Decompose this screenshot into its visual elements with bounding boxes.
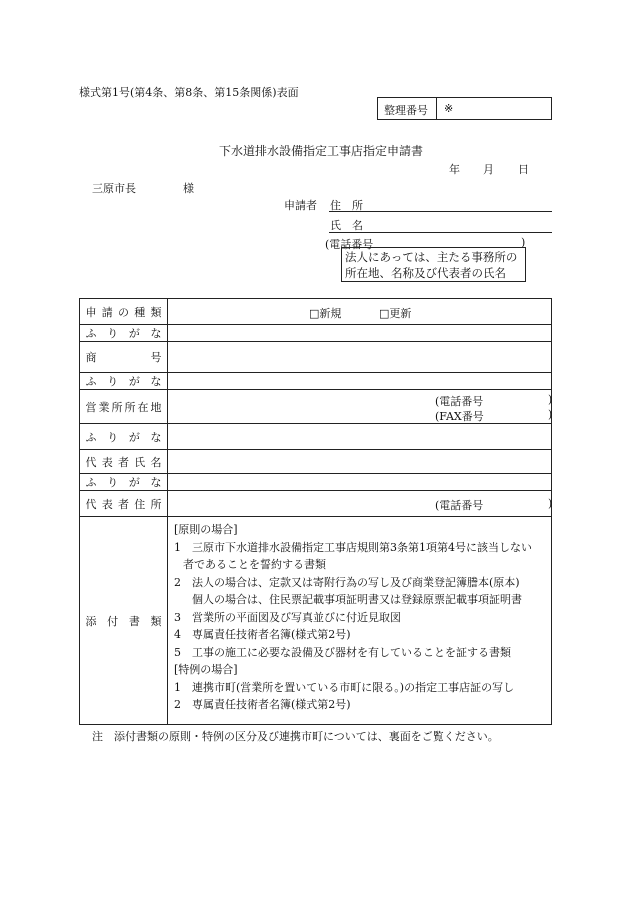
row-attachments [80,517,552,725]
reference-number-box [377,97,552,120]
date-month[interactable]: 月 [483,163,494,176]
attachment-s2: 2 専属責任技術者名簿(様式第2号) [174,698,351,711]
office-address-field[interactable] [168,390,552,424]
application-type-label: 申請の種類 [85,305,162,319]
furigana-field-1[interactable] [168,325,552,342]
furigana-label: ふりがな [85,476,162,489]
applicant-phone-close: ) [521,236,526,249]
corporate-note-line2: 所在地、名称及び代表者の氏名 [345,266,506,280]
applicant-name-line[interactable] [329,232,552,233]
row-representative-address [80,491,552,517]
form-number: 様式第1号(第4条、第8条、第15条関係)表面 [79,86,299,99]
document-title: 下水道排水設備指定工事店指定申請書 [219,144,424,158]
row-application-type [80,299,552,325]
attachment-p3: 3 営業所の平面図及び写真並びに付近見取図 [174,610,401,624]
attachments-label: 添付書類 [85,614,162,628]
representative-address-field[interactable] [168,491,552,517]
row-office-address [80,390,552,424]
checkbox-new[interactable]: □新規 [309,306,342,320]
rep-phone-open: (電話番号 [435,498,484,512]
office-phone-close: ) [548,392,553,406]
row-trade-name [80,342,552,373]
special-header: [特例の場合] [174,663,238,676]
application-form-table [79,298,552,725]
row-furigana-1 [80,325,552,342]
attachment-p1-cont: 者であることを誓約する書類 [183,558,326,571]
attachment-s1: 1 連携市町(営業所を置いている市町に限る。)の指定工事店証の写し [174,680,515,694]
principle-header: [原則の場合] [174,523,238,536]
representative-address-label: 代表者住所 [85,497,162,511]
applicant-address-line[interactable] [329,211,552,212]
attachment-p4: 4 専属責任技術者名簿(様式第2号) [174,628,351,641]
office-fax-open: (FAX番号 [435,409,484,423]
checkbox-renew[interactable]: □更新 [379,306,412,320]
reference-number-label: 整理番号 [384,104,428,117]
corporate-note-line1: 法人にあっては、主たる事務所の [345,250,518,264]
attachment-p2-cont: 個人の場合は、住民票記載事項証明書又は登録原票記載事項証明書 [192,593,522,606]
furigana-field-3[interactable] [168,424,552,450]
office-address-label: 営業所所在地 [85,400,162,414]
rep-phone-close: ) [548,496,553,510]
trade-name-label: 商号 [85,351,162,364]
trade-name-field[interactable] [168,342,552,373]
date-day[interactable]: 日 [518,163,529,176]
addressee-name: 三原市長 [92,182,136,195]
office-fax-close: ) [548,407,553,421]
date-year[interactable]: 年 [449,163,460,176]
addressee-honorific: 様 [183,182,194,195]
attachment-p5: 5 工事の施工に必要な設備及び器材を有していることを証する書類 [174,645,511,659]
representative-name-label: 代表者氏名 [85,455,162,469]
applicant-label: 申請者 [284,199,317,212]
row-furigana-2 [80,373,552,390]
footnote: 注 添付書類の原則・特例の区分及び連携市町については、裏面をご覧ください。 [92,730,499,743]
corporate-note-box [341,247,526,282]
furigana-label: ふりがな [85,430,162,444]
furigana-label: ふりがな [85,375,162,388]
office-phone-open: (電話番号 [435,394,484,408]
applicant-phone-open: (電話番号 [325,238,374,251]
row-furigana-3 [80,424,552,450]
applicant-address-label: 住 所 [330,199,363,212]
representative-name-field[interactable] [168,450,552,474]
attachment-p2: 2 法人の場合は、定款又は寄附行為の写し及び商業登記簿謄本(原本) [174,575,520,589]
applicant-name-label: 氏 名 [330,219,363,232]
furigana-field-2[interactable] [168,373,552,390]
furigana-label: ふりがな [85,327,162,340]
attachment-p1: 1 三原市下水道排水設備指定工事店規則第3条第1項第4号に該当しない [174,540,532,554]
row-furigana-4 [80,474,552,491]
furigana-field-4[interactable] [168,474,552,491]
attachments-list [168,517,551,716]
row-representative-name [80,450,552,474]
reference-number-value[interactable]: ※ [444,102,454,115]
